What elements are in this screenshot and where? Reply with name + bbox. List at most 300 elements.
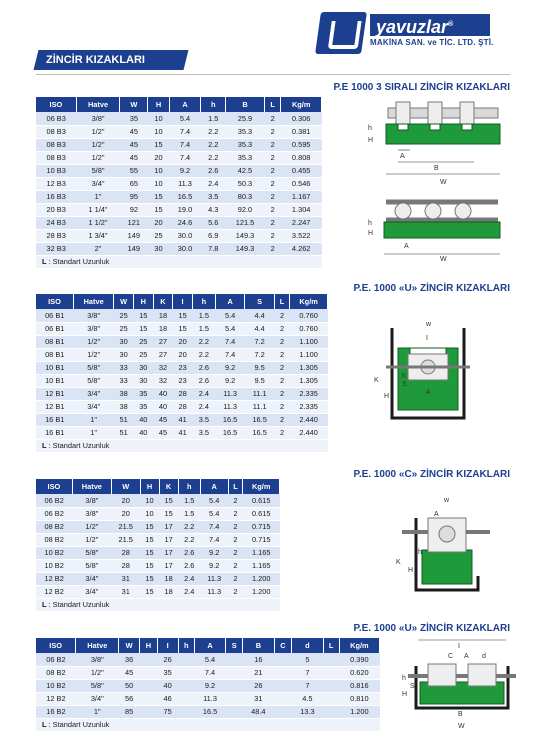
table-cell: 2.335: [290, 387, 328, 400]
column-header: H: [148, 97, 169, 112]
table-cell: 15: [140, 533, 159, 546]
table-cell: 0.715: [243, 533, 280, 546]
table-row: [36, 400, 328, 413]
column-header: S: [245, 294, 275, 309]
spec-table-u-double-slides: [36, 638, 380, 732]
column-header: L: [228, 479, 243, 494]
table-cell: 5.4: [215, 322, 245, 335]
section-title: ZİNCİR KIZAKLARI: [34, 50, 189, 70]
table-row: [36, 572, 280, 585]
table-cell: 40: [133, 413, 153, 426]
table4-title: P.E. 1000 «U» ZİNCİR KIZAKLARI: [353, 623, 510, 634]
table-cell: 2: [264, 203, 280, 216]
table-cell: 31: [111, 585, 140, 598]
table-cell: 15: [133, 322, 153, 335]
table-cell: 16.5: [169, 190, 201, 203]
table-cell: 11.3: [200, 572, 228, 585]
table-cell: 2: [264, 216, 280, 229]
table-cell: 0.390: [339, 653, 379, 666]
table-cell: 2": [76, 242, 119, 255]
table-cell: 25: [133, 348, 153, 361]
table-cell: 10: [140, 507, 159, 520]
table-cell: 12 B3: [36, 177, 76, 190]
table-cell: 56: [119, 692, 140, 705]
table-row: [36, 177, 322, 190]
table-cell: 5.4: [200, 494, 228, 507]
table-row: [36, 546, 280, 559]
table-cell: 16 B3: [36, 190, 76, 203]
table-cell: 16.5: [245, 413, 275, 426]
table-cell: 18: [159, 572, 178, 585]
table-cell: [140, 666, 158, 679]
table-cell: 2: [228, 585, 243, 598]
table-cell: 10: [140, 494, 159, 507]
table-cell: 75: [157, 705, 178, 718]
table-cell: 45: [153, 413, 173, 426]
dim-h4: h: [418, 549, 422, 556]
table-cell: 5/8": [76, 679, 119, 692]
table-cell: 2.6: [178, 546, 200, 559]
table-cell: 55: [120, 164, 148, 177]
table-cell: 2: [228, 546, 243, 559]
table-cell: 08 B2: [36, 520, 72, 533]
column-header: I: [157, 638, 178, 653]
table-cell: 2: [274, 426, 289, 439]
table-cell: 35.3: [226, 138, 265, 151]
table-cell: 3/8": [73, 309, 113, 322]
table-cell: 15: [148, 138, 169, 151]
table-cell: 0.455: [281, 164, 322, 177]
table-cell: 10: [148, 112, 169, 125]
table-row: [36, 164, 322, 177]
table-cell: [140, 679, 158, 692]
spec-table-3-row-slides: [36, 97, 322, 269]
table-cell: 2: [264, 125, 280, 138]
table-row: [36, 387, 328, 400]
table-cell: 4.3: [201, 203, 226, 216]
table-cell: 4.4: [245, 309, 275, 322]
table3-title: P.E. 1000 «C» ZİNCİR KIZAKLARI: [353, 469, 510, 480]
table-cell: 5: [292, 653, 323, 666]
table-cell: 9.2: [215, 361, 245, 374]
table-cell: 0.546: [281, 177, 322, 190]
table-cell: 1.5: [178, 494, 200, 507]
table-cell: 13.3: [292, 705, 323, 718]
table-cell: 08 B3: [36, 138, 76, 151]
column-header: L: [264, 97, 280, 112]
table-cell: 35: [133, 400, 153, 413]
column-header: h: [178, 638, 194, 653]
table-cell: 35: [120, 112, 148, 125]
table-cell: 3/4": [72, 572, 111, 585]
table-cell: 2.2: [192, 335, 215, 348]
table-cell: 12 B1: [36, 387, 73, 400]
column-header: Hatve: [73, 294, 113, 309]
table-cell: 20: [111, 507, 140, 520]
table-cell: 0.306: [281, 112, 322, 125]
dim-w4: w: [444, 497, 450, 504]
table-cell: 4.5: [292, 692, 323, 705]
table-row: [36, 559, 280, 572]
table-cell: 2: [264, 242, 280, 255]
table-cell: 2.247: [281, 216, 322, 229]
dim-h1: h: [368, 125, 372, 132]
table-row: [36, 242, 322, 255]
table-cell: 42.5: [226, 164, 265, 177]
table-cell: 7.4: [169, 151, 201, 164]
column-header: Hatve: [76, 638, 119, 653]
table-row: [36, 151, 322, 164]
table-cell: 17: [159, 520, 178, 533]
table-cell: 2.4: [178, 585, 200, 598]
table-cell: 1": [76, 190, 119, 203]
table-cell: 3/4": [72, 585, 111, 598]
table-cell: 06 B1: [36, 309, 73, 322]
diagram-3-row-slide-front: [358, 192, 508, 262]
table-cell: 46: [157, 692, 178, 705]
diagram-3-row-slide: [358, 100, 508, 190]
table-cell: 1/2": [73, 335, 113, 348]
table-row: [36, 361, 328, 374]
table-cell: 45: [120, 125, 148, 138]
table-cell: 20: [173, 335, 193, 348]
table-cell: 1.165: [243, 559, 280, 572]
table-cell: 149: [120, 242, 148, 255]
dim-H1: H: [368, 137, 374, 144]
table-cell: 0.816: [339, 679, 379, 692]
table-cell: 1.200: [339, 705, 379, 718]
table-cell: 06 B3: [36, 112, 76, 125]
column-header: C: [274, 638, 292, 653]
table-cell: 2: [228, 520, 243, 533]
table2-title: P.E. 1000 «U» ZİNCİR KIZAKLARI: [353, 283, 510, 294]
table-cell: 30: [114, 335, 134, 348]
table-cell: 25: [114, 309, 134, 322]
table-cell: 33: [114, 374, 134, 387]
table-cell: 15: [159, 507, 178, 520]
table-cell: [226, 705, 243, 718]
table-cell: 10 B1: [36, 361, 73, 374]
standard-length-note: L : Standart Uzunluk: [36, 718, 380, 731]
dim-H2: H: [368, 230, 374, 237]
table-cell: 3/4": [73, 400, 113, 413]
table-cell: 1/2": [76, 151, 119, 164]
table-cell: 30.0: [169, 229, 201, 242]
table-cell: 30.0: [169, 242, 201, 255]
table-cell: 10: [148, 177, 169, 190]
table-cell: [323, 666, 339, 679]
table-cell: 20: [111, 494, 140, 507]
table-cell: 28: [111, 546, 140, 559]
table-cell: 2.6: [192, 361, 215, 374]
table-cell: 23: [173, 361, 193, 374]
table-cell: 4.262: [281, 242, 322, 255]
dim-K4: K: [396, 559, 401, 566]
dim-I3: I: [426, 335, 428, 342]
column-header: L: [274, 294, 289, 309]
column-header: S: [226, 638, 243, 653]
table-cell: 30: [114, 348, 134, 361]
table-cell: 3.5: [192, 413, 215, 426]
standard-length-note: L : Standart Uzunluk: [36, 255, 322, 268]
table-cell: 0.620: [339, 666, 379, 679]
dim-h3: h: [402, 373, 406, 380]
table-cell: [178, 692, 194, 705]
table-cell: 35: [157, 666, 178, 679]
table-cell: 7.2: [245, 348, 275, 361]
table-cell: 9.2: [194, 679, 225, 692]
table-cell: 7.4: [194, 666, 225, 679]
dim-B1: B: [434, 165, 439, 172]
table-cell: 2.4: [178, 572, 200, 585]
dim-I5: I: [458, 643, 460, 650]
column-header: A: [194, 638, 225, 653]
table-row: [36, 216, 322, 229]
table-cell: 5/8": [76, 164, 119, 177]
table-cell: 40: [153, 387, 173, 400]
table-cell: 08 B2: [36, 533, 72, 546]
table-cell: 38: [114, 400, 134, 413]
table-cell: 12 B2: [36, 572, 72, 585]
table-cell: 1.200: [243, 585, 280, 598]
table-cell: 92.0: [226, 203, 265, 216]
column-header: h: [192, 294, 215, 309]
table-cell: [140, 653, 158, 666]
table-cell: 28: [173, 400, 193, 413]
table-row: [36, 666, 380, 679]
table-cell: 85: [119, 705, 140, 718]
table-cell: 1.100: [290, 335, 328, 348]
table-cell: 26: [157, 653, 178, 666]
table-cell: 15: [148, 203, 169, 216]
column-header: d: [292, 638, 323, 653]
logo-subtitle: MAKİNA SAN. ve TİC. LTD. ŞTİ.: [370, 38, 494, 47]
table-cell: 1.200: [243, 572, 280, 585]
table-cell: 4.4: [245, 322, 275, 335]
column-header: B: [243, 638, 274, 653]
table-cell: 31: [243, 692, 274, 705]
dim-H3: H: [384, 393, 390, 400]
table-cell: 3/8": [72, 507, 111, 520]
table-cell: 3.522: [281, 229, 322, 242]
table-cell: 45: [120, 138, 148, 151]
column-header: Kg/m: [281, 97, 322, 112]
table-cell: 2: [264, 190, 280, 203]
table-cell: 16 B1: [36, 413, 73, 426]
table-row: [36, 653, 380, 666]
table-cell: 7.2: [245, 335, 275, 348]
table-cell: 06 B2: [36, 494, 72, 507]
table-cell: 27: [153, 348, 173, 361]
table-cell: 11.3: [215, 400, 245, 413]
diagram-u-slide: [372, 318, 482, 428]
dim-d5: d: [482, 653, 486, 660]
diagram-c-slide: [382, 492, 492, 602]
chain-pins: [386, 202, 498, 220]
table-cell: 65: [120, 177, 148, 190]
table-row: [36, 190, 322, 203]
table-cell: [323, 705, 339, 718]
table-cell: 9.5: [245, 374, 275, 387]
table-cell: 06 B1: [36, 322, 73, 335]
table-cell: 21.5: [111, 520, 140, 533]
table-cell: 1.5: [192, 309, 215, 322]
table-row: [36, 229, 322, 242]
table-row: [36, 112, 322, 125]
table-row: [36, 374, 328, 387]
table-cell: 20: [148, 216, 169, 229]
table-cell: 08 B3: [36, 125, 76, 138]
logo-name: yavuzlar®: [370, 14, 490, 36]
table-cell: 23: [173, 374, 193, 387]
table-cell: 10 B3: [36, 164, 76, 177]
table-cell: 28 B3: [36, 229, 76, 242]
table-cell: 0.808: [281, 151, 322, 164]
table-cell: 11.3: [200, 585, 228, 598]
table-cell: 35: [133, 387, 153, 400]
table-cell: 16: [243, 653, 274, 666]
table-cell: 1.304: [281, 203, 322, 216]
table-cell: 1.305: [290, 361, 328, 374]
column-header: H: [140, 479, 159, 494]
table-cell: 50: [119, 679, 140, 692]
table-cell: 2: [228, 559, 243, 572]
table-cell: 2.2: [178, 520, 200, 533]
table-cell: 1": [73, 426, 113, 439]
table-cell: 0.615: [243, 507, 280, 520]
table-cell: 9.5: [245, 361, 275, 374]
table-cell: 10: [148, 164, 169, 177]
table-cell: 7: [292, 666, 323, 679]
dim-C5: C: [448, 653, 454, 660]
dim-H4: H: [408, 567, 414, 574]
table-row: [36, 335, 328, 348]
table-cell: 2.4: [192, 400, 215, 413]
table-cell: 30: [133, 374, 153, 387]
table-cell: 1/2": [76, 138, 119, 151]
table-row: [36, 585, 280, 598]
table-cell: 0.615: [243, 494, 280, 507]
dim-S3: S: [402, 381, 407, 388]
table-cell: [274, 705, 292, 718]
table-cell: 5/8": [72, 546, 111, 559]
table-cell: 1/2": [76, 666, 119, 679]
table-cell: 2.2: [192, 348, 215, 361]
table-cell: 19.0: [169, 203, 201, 216]
table-cell: 06 B2: [36, 653, 76, 666]
table-cell: 32: [153, 361, 173, 374]
table-cell: 10 B2: [36, 559, 72, 572]
table-cell: 20: [173, 348, 193, 361]
table-cell: 08 B2: [36, 666, 76, 679]
column-header: H: [140, 638, 158, 653]
table-cell: 5.4: [194, 653, 225, 666]
table-cell: 15: [140, 546, 159, 559]
table-cell: 2: [264, 138, 280, 151]
table-cell: 7: [292, 679, 323, 692]
table-cell: [226, 679, 243, 692]
column-header: Hatve: [76, 97, 119, 112]
table-cell: 2.2: [178, 533, 200, 546]
table-row: [36, 705, 380, 718]
table-row: [36, 322, 328, 335]
column-header: Kg/m: [290, 294, 328, 309]
table-cell: 28: [111, 559, 140, 572]
table-cell: 11.3: [215, 387, 245, 400]
diagram-u-double-slide: [398, 636, 518, 732]
table-cell: [323, 679, 339, 692]
table-cell: 3.5: [201, 190, 226, 203]
table-cell: 25: [133, 335, 153, 348]
table-cell: 06 B2: [36, 507, 72, 520]
dim-S5: S: [410, 683, 415, 690]
table-cell: 51: [114, 426, 134, 439]
table-cell: 92: [120, 203, 148, 216]
table-cell: 32 B3: [36, 242, 76, 255]
table-cell: 7.4: [215, 335, 245, 348]
table-cell: 18: [153, 309, 173, 322]
table-cell: 12 B1: [36, 400, 73, 413]
table-cell: 45: [120, 151, 148, 164]
column-header: h: [201, 97, 226, 112]
table-cell: 0.810: [339, 692, 379, 705]
table-cell: 15: [140, 585, 159, 598]
logo-mark: [315, 12, 367, 54]
table-cell: 27: [153, 335, 173, 348]
table-cell: [274, 653, 292, 666]
table-cell: 5/8": [73, 374, 113, 387]
table-cell: 1.5: [201, 112, 226, 125]
table-cell: 2: [264, 151, 280, 164]
table-cell: 1 1/4": [76, 203, 119, 216]
table-cell: 2: [274, 322, 289, 335]
table-cell: 0.760: [290, 322, 328, 335]
table-cell: 7.4: [200, 533, 228, 546]
table-cell: 20: [148, 151, 169, 164]
dim-W1: W: [440, 179, 447, 186]
table-cell: 11.1: [245, 400, 275, 413]
table-cell: [274, 692, 292, 705]
table-cell: 0.760: [290, 309, 328, 322]
table-cell: 15: [140, 559, 159, 572]
table-cell: 26: [243, 679, 274, 692]
table-cell: 3/8": [72, 494, 111, 507]
column-header: ISO: [36, 294, 73, 309]
table-row: [36, 494, 280, 507]
table-cell: 16 B1: [36, 426, 73, 439]
table-cell: 9.2: [169, 164, 201, 177]
table-cell: 121.5: [226, 216, 265, 229]
table-cell: 2: [274, 400, 289, 413]
table-cell: 1.167: [281, 190, 322, 203]
table-cell: 38: [114, 387, 134, 400]
column-header: W: [111, 479, 140, 494]
dim-h5: h: [402, 675, 406, 682]
company-logo: [318, 12, 498, 58]
table-cell: 149: [120, 229, 148, 242]
table-cell: 18: [159, 585, 178, 598]
table-cell: 2.6: [178, 559, 200, 572]
table-cell: 1/2": [72, 520, 111, 533]
table-cell: 16.5: [194, 705, 225, 718]
table-cell: [178, 666, 194, 679]
table-cell: 2.335: [290, 400, 328, 413]
table-row: [36, 426, 328, 439]
table-cell: 18: [153, 322, 173, 335]
column-header: B: [226, 97, 265, 112]
table-cell: 1.305: [290, 374, 328, 387]
table-cell: 95: [120, 190, 148, 203]
